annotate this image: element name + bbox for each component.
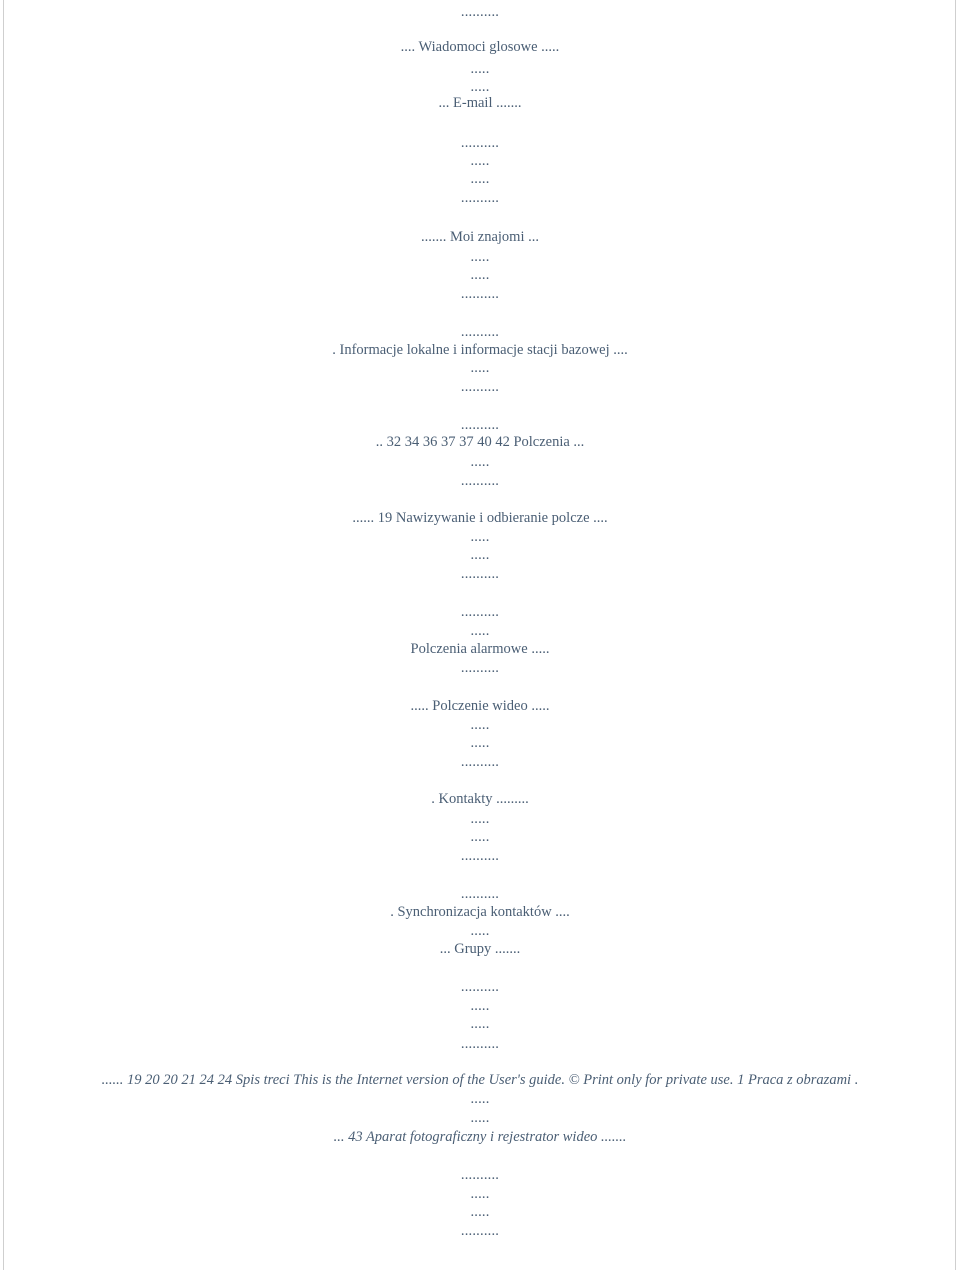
toc-dot-leader: .......... bbox=[460, 848, 500, 864]
toc-dot-leader: ..... bbox=[470, 360, 490, 376]
toc-dot-leader: ..... bbox=[470, 171, 490, 187]
toc-dot-leader: ..... bbox=[470, 1091, 490, 1107]
toc-dot-leader: .......... bbox=[460, 286, 500, 302]
toc-dot-leader: .......... bbox=[460, 417, 500, 433]
toc-entry: . Informacje lokalne i informacje stacji bazowej .... bbox=[332, 342, 628, 358]
toc-dot-leader: ..... bbox=[470, 735, 490, 751]
toc-dot-leader: ..... bbox=[470, 1110, 490, 1126]
toc-entry: ... E-mail ....... bbox=[438, 95, 522, 111]
toc-entry: .. 32 34 36 37 37 40 42 Polczenia ... bbox=[375, 434, 585, 450]
toc-dot-leader: .......... bbox=[460, 473, 500, 489]
toc-entry: . Kontakty ......... bbox=[431, 791, 529, 807]
toc-dot-leader: ..... bbox=[470, 267, 490, 283]
toc-dot-leader: .......... bbox=[460, 324, 500, 340]
toc-entry: ..... Polczenie wideo ..... bbox=[410, 698, 550, 714]
toc-dot-leader: ..... bbox=[470, 153, 490, 169]
toc-dot-leader: ..... bbox=[470, 623, 490, 639]
toc-entry: ....... Moi znajomi ... bbox=[420, 229, 539, 245]
toc-dot-leader: ..... bbox=[470, 529, 490, 545]
toc-entry: ... 43 Aparat fotograficzny i rejestrator wideo ....... bbox=[333, 1129, 627, 1145]
toc-dot-leader: ..... bbox=[470, 1204, 490, 1220]
toc-entry: .... Wiadomoci glosowe ..... bbox=[400, 39, 560, 55]
toc-dot-leader: .......... bbox=[460, 1036, 500, 1052]
toc-dot-leader: ..... bbox=[470, 1186, 490, 1202]
toc-entry: . Synchronizacja kontaktów .... bbox=[390, 904, 570, 920]
toc-dot-leader: .......... bbox=[460, 604, 500, 620]
toc-dot-leader: ..... bbox=[470, 811, 490, 827]
toc-dot-leader: ..... bbox=[470, 717, 490, 733]
toc-dot-leader: ..... bbox=[470, 1016, 490, 1032]
toc-entry: Polczenia alarmowe ..... bbox=[410, 641, 550, 657]
toc-dot-leader: ..... bbox=[470, 79, 490, 95]
toc-dot-leader: .......... bbox=[460, 754, 500, 770]
toc-dot-leader: ..... bbox=[470, 547, 490, 563]
toc-dot-leader: .......... bbox=[460, 4, 500, 20]
toc-dot-leader: .......... bbox=[460, 379, 500, 395]
toc-dot-leader: ..... bbox=[470, 61, 490, 77]
toc-dot-leader: ..... bbox=[470, 829, 490, 845]
toc-dot-leader: .......... bbox=[460, 135, 500, 151]
toc-entry: ...... 19 20 20 21 24 24 Spis treci This is the Internet version of the User's guide. © Print only for private use. 1 Praca z obrazami . bbox=[101, 1072, 859, 1088]
toc-dot-leader: .......... bbox=[460, 979, 500, 995]
toc-entry: ...... 19 Nawizywanie i odbieranie polcze .... bbox=[352, 510, 608, 526]
toc-dot-leader: .......... bbox=[460, 1167, 500, 1183]
toc-dot-leader: .......... bbox=[460, 886, 500, 902]
toc-dot-leader: ..... bbox=[470, 923, 490, 939]
toc-dot-leader: ..... bbox=[470, 454, 490, 470]
toc-dot-leader: .......... bbox=[460, 566, 500, 582]
toc-dot-leader: .......... bbox=[460, 190, 500, 206]
toc-dot-leader: ..... bbox=[470, 249, 490, 265]
toc-dot-leader: ..... bbox=[470, 998, 490, 1014]
toc-dot-leader: .......... bbox=[460, 660, 500, 676]
toc-entry: ... Grupy ....... bbox=[439, 941, 521, 957]
toc-dot-leader: .......... bbox=[460, 1223, 500, 1239]
